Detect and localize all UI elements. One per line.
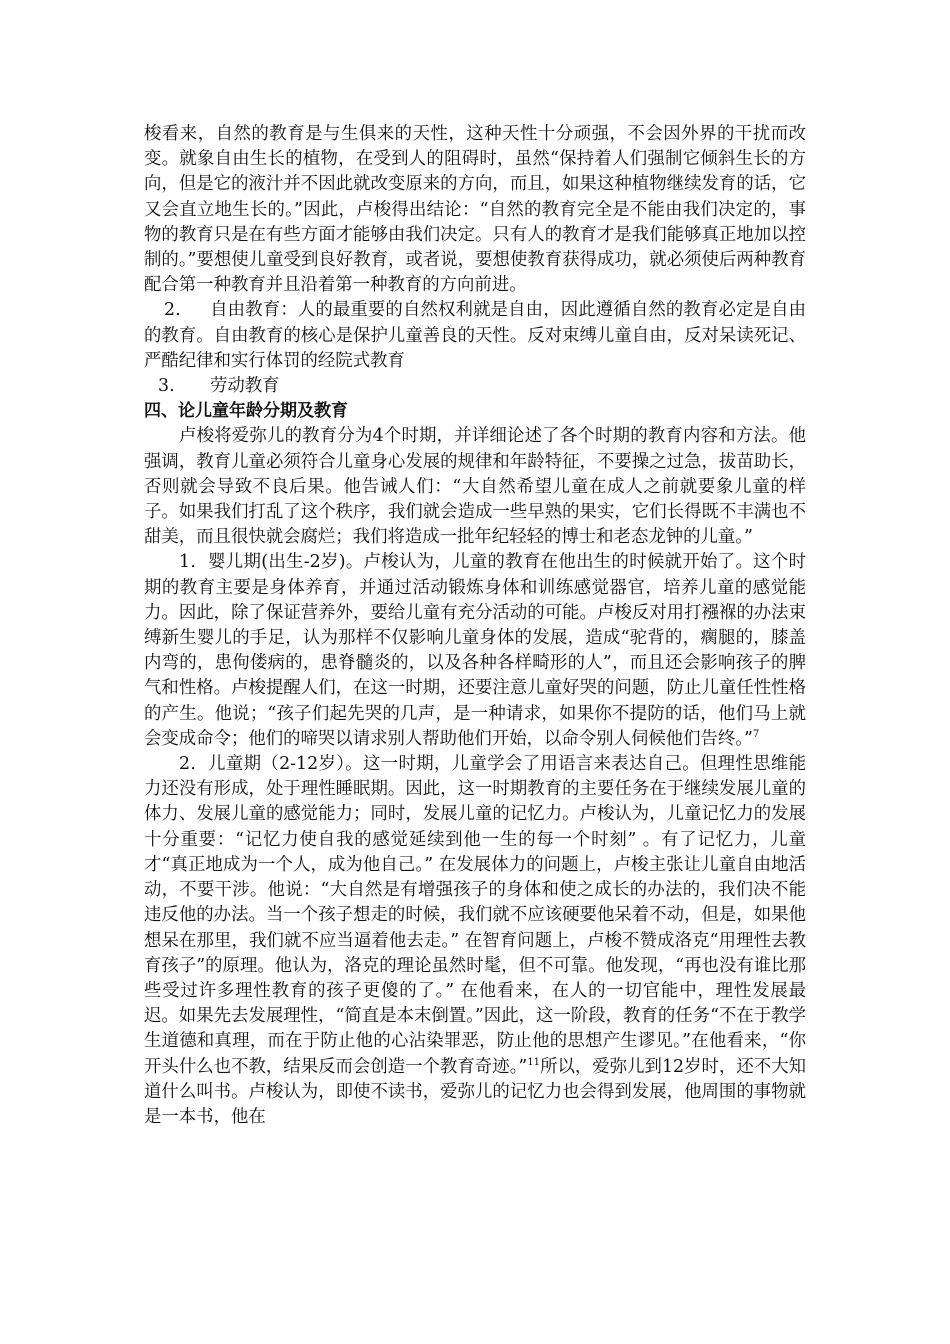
footnote-marker: 7 (752, 729, 760, 741)
list-item-number: 2. (164, 300, 181, 321)
list-item-free-education (144, 298, 806, 374)
paragraph-infancy-text: 1．婴儿期(出生-2岁)。卢梭认为，儿童的教育在他出生的时候就开始了。这个时期的教育主要是身体养育，并通过活动锻炼身体和训练感觉器官，培养儿童的感觉能力。因此，除了保证营养外，要给儿童有充分活动的可能。卢梭反对用打襁褓的办法束缚新生婴儿的手足，认为那样不仅影响儿童身体的发展，造成“驼背的，瘸腿的，膝盖内弯的，患佝偻病的，患脊髓炎的，以及各种各样畸形的人”，而且还会影响孩子的脾气和性格。卢梭提醒人们，在这一时期，还要注意儿童好哭的问题，防止儿童任性性格的产生。他说；“孩子们起先哭的几声，是一种请求，如果你不提防的话，他们马上就会变成命令；他们的啼哭以请求别人帮助他们开始，以命令别人伺候他们告终。” (144, 552, 806, 749)
paragraph-childhood-continued: 所以，爱弥儿到12岁时，还不大知道什么叫书。卢梭认为，即使不读书，爱弥儿的记忆力也会得到发展，他周围的事物就是一本书，他在 (144, 1056, 806, 1127)
list-item-text: 劳动教育 (210, 376, 280, 397)
footnote-marker: 11 (527, 1056, 541, 1068)
paragraph-age-stages: 卢梭将爱弥儿的教育分为4个时期，并详细论述了各个时期的教育内容和方法。他强调，教育儿童必须符合儿童身心发展的规律和年龄特征，不要操之过急，拔苗助长，否则就会导致不良后果。他告诫人们：“大自然希望儿童在成人之前就要象儿童的样子。如果我们打乱了这个秩序，我们就会造成一些早熟的果实，它们长得既不丰满也不甜美，而且很快就会腐烂；我们将造成一批年纪轻轻的博士和老态龙钟的儿童。” (144, 426, 806, 548)
paragraph-childhood (144, 752, 806, 1130)
paragraph-natural-education: 梭看来，自然的教育是与生俱来的天性，这种天性十分顽强，不会因外界的干扰而改变。就象自由生长的植物，在受到人的阻碍时，虽然“保持着人们强制它倾斜生长的方向，但是它的液汁并不因此就改变原来的方向，而且，如果这种植物继续发育的话，它又会直立地生长的。”因此，卢梭得出结论：“自然的教育完全是不能由我们决定的，事物的教育只是在有些方面才能够由我们决定。只有人的教育才是我们能够真正地加以控制的。”要想使儿童受到良好教育，或者说，要想使教育获得成功，就必须使后两种教育配合第一种教育并且沿着第一种教育的方向前进。 (144, 124, 806, 296)
document-page (144, 122, 806, 1130)
list-item-text: 自由教育：人的最重要的自然权利就是自由，因此遵循自然的教育必定是自由的教育。自由教育的核心是保护儿童善良的天性。反对束缚儿童自由，反对呆读死记、严酷纪律和实行体罚的经院式教育 (144, 300, 806, 371)
list-item-number: 3. (158, 376, 175, 397)
list-item-labor-education (144, 374, 806, 399)
paragraph-infancy (144, 550, 806, 752)
paragraph-childhood-text: 2．儿童期（2-12岁）。这一时期，儿童学会了用语言来表达自己。但理性思维能力还没有形成，处于理性睡眠期。因此，这一时期教育的主要任务在于继续发展儿童的体力、发展儿童的感觉能力；同时，发展儿童的记忆力。卢梭认为，儿童记忆力的发展十分重要：“记忆力使自我的感觉延续到他一生的每一个时刻” 。有了记忆力，儿童才“真正地成为一个人，成为他自己。” 在发展体力的问题上，卢梭主张让儿童自由地活动，不要干涉。他说：“大自然是有增强孩子的身体和使之成长的办法的，我们决不能违反他的办法。当一个孩子想走的时候，我们就不应该硬要他呆着不动，但是，如果他想呆在那里，我们就不应当逼着他去走。” 在智育问题上，卢梭不赞成洛克“用理性去教育孩子”的原理。他认为，洛克的理论虽然时髦，但不可靠。他发现，“再也没有谁比那些受过许多理性教育的孩子更傻的了。” 在他看来，在人的一切官能中，理性发展最迟。如果先去发展理性，“简直是本末倒置。”因此，这一阶段，教育的任务“不在于教学生道德和真理，而在于防止他的心沾染罪恶，防止他的思想产生谬见。”在他看来，“你开头什么也不教，结果反而会创造一个教育奇迹。” (144, 754, 806, 1077)
section-heading: 四、论儿童年龄分期及教育 (144, 401, 348, 422)
